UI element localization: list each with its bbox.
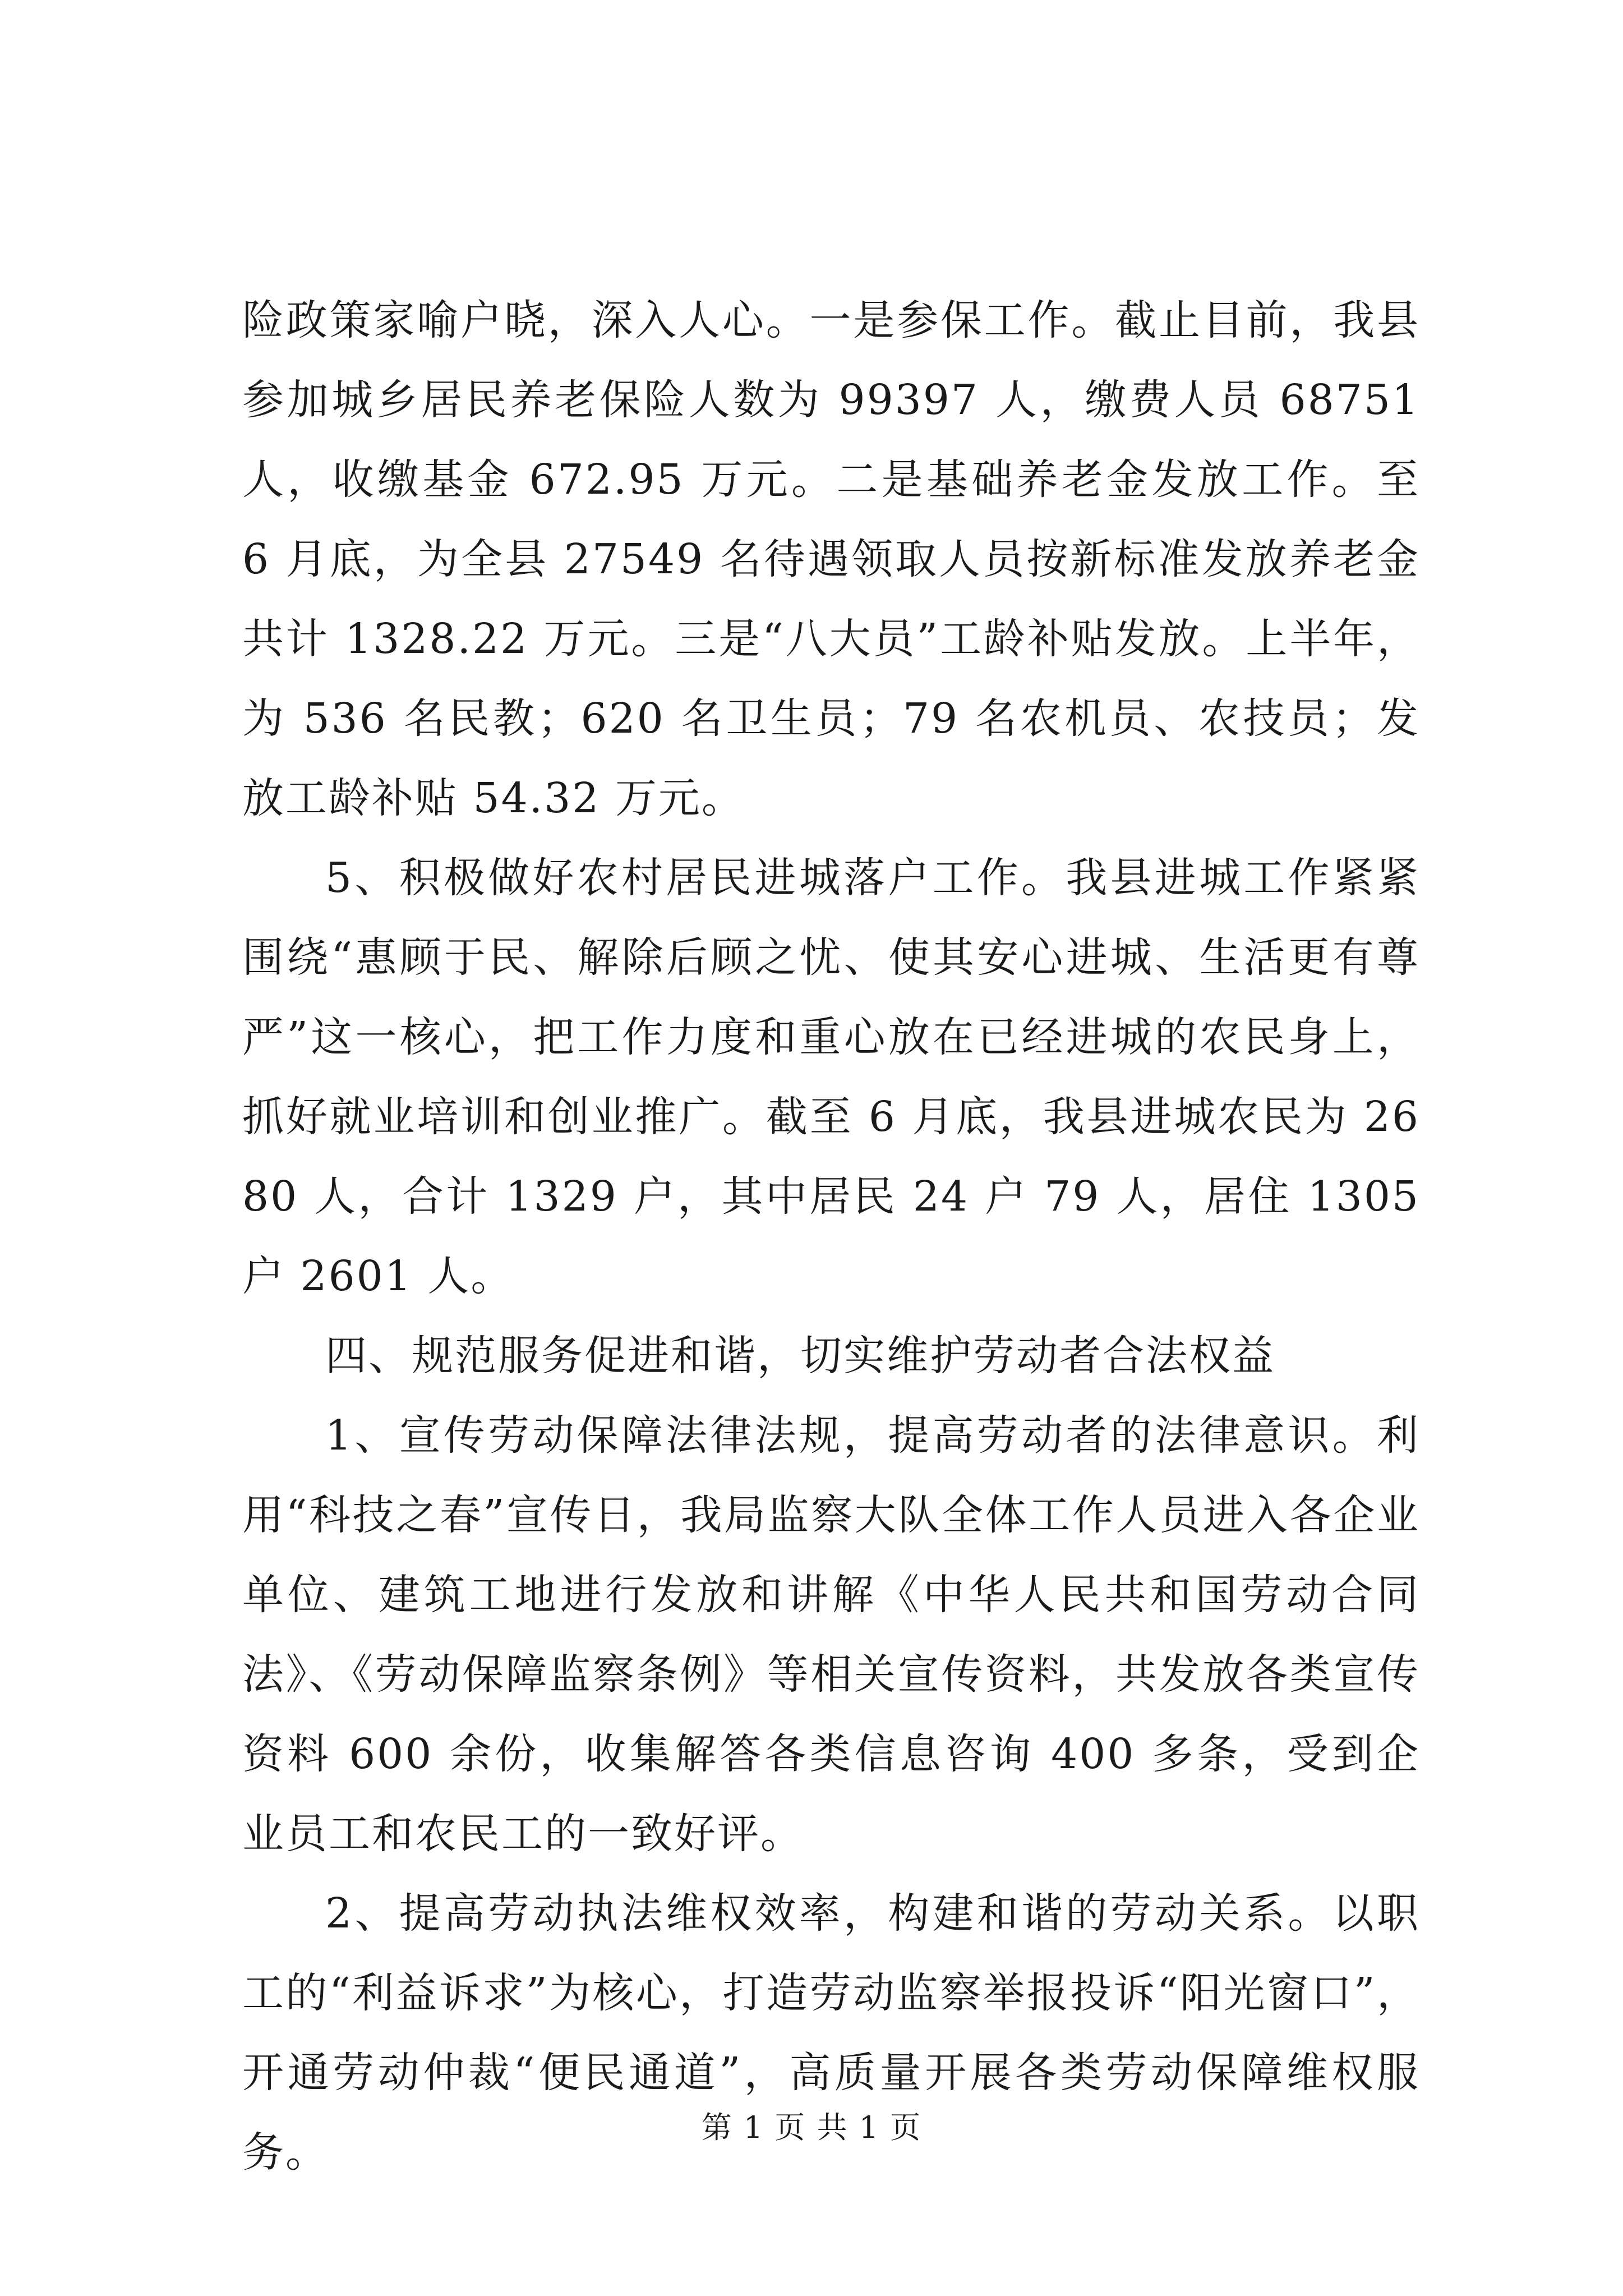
paragraph-labor-law-publicity: 1、宣传劳动保障法律法规，提高劳动者的法律意识。利用“科技之春”宣传日，我局监察大队全体工作人员进入各企业单位、建筑工地进行发放和讲解《中华人民共和国劳动合同法》、《劳动保障监察条例》等相关宣传资料，共发放各类宣传资料 600 余份，收集解答各类信息咨询 400 多条，受到企业员工和农民工的一致好评。 xyxy=(242,1411,1420,1858)
page-footer: 第 1 页 共 1 页 xyxy=(701,2110,922,2145)
paragraph-pension-continuation: 险政策家喻户晓，深入人心。一是参保工作。截止目前，我县参加城乡居民养老保险人数为 99397 人，缴费人员 68751 人，收缴基金 672.95 万元。二是基础养老金发放工作。至 6 月底，为全县 27549 名待遇领取人员按新标准发放养老金共计 1328.22 万元。三是“八大员”工龄补贴发放。上半年，为 536 名民教；620 名卫生员；79 名农机员、农技员；发放工龄补贴 54.32 万元。 xyxy=(242,296,1420,822)
paragraph-labor-rights-efficiency: 2、提高劳动执法维权效率，构建和谐的劳动关系。以职工的“利益诉求”为核心，打造劳动监察举报投诉“阳光窗口”，开通劳动仲裁“便民通道”，高质量开展各类劳动保障维权服务。 xyxy=(242,1889,1420,2177)
document-body xyxy=(242,280,1420,2192)
paragraph-rural-residents-settlement: 5、积极做好农村居民进城落户工作。我县进城工作紧紧围绕“惠顾于民、解除后顾之忧、使其安心进城、生活更有尊严”这一核心，把工作力度和重心放在已经进城的农民身上，抓好就业培训和创业推广。截至 6 月底，我县进城农民为 2680 人，合计 1329 户，其中居民 24 户 79 人，居住 1305 户 2601 人。 xyxy=(242,854,1421,1300)
section-heading-four: 四、规范服务促进和谐，切实维护劳动者合法权益 xyxy=(325,1332,1275,1380)
